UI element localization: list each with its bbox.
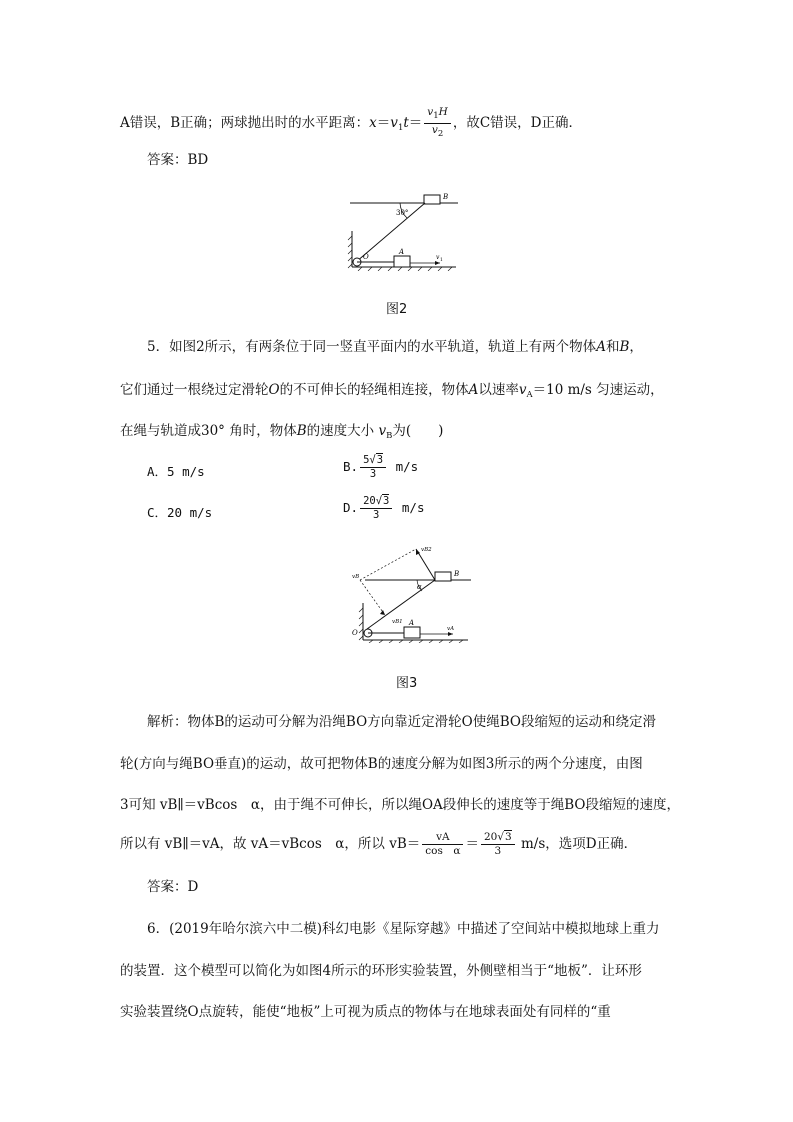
svg-text:vB: vB xyxy=(352,574,360,580)
svg-text:α: α xyxy=(417,583,422,591)
option-c: C．20 m/s xyxy=(147,505,213,520)
svg-text:vB2: vB2 xyxy=(421,547,432,553)
svg-text:O: O xyxy=(352,629,358,637)
answer-bd: 答案：BD xyxy=(147,152,209,168)
svg-text:30°: 30° xyxy=(396,209,409,217)
question-6-line-1: 6．(2019年哈尔滨六中二模)科幻电影《星际穿越》中描述了空间站中模拟地球上重力 xyxy=(147,921,660,937)
question-5-line-1: 5．如图2所示，有两条位于同一竖直平面内的水平轨道，轨道上有两个物体A和B， xyxy=(147,339,643,355)
figure-2-caption: 图2 xyxy=(386,302,408,317)
analysis-line-2: 轮(方向与绳BO垂直)的运动，故可把物体B的速度分解为如图3所示的两个分速度，由图 xyxy=(120,756,643,772)
svg-text:B: B xyxy=(443,193,449,201)
solution-line-1: A错误，B正确；两球抛出时的水平距离：$x=v_1t=$ $\frac{v_1H}{v_2}$ ，故C错误，D正确． xyxy=(120,106,582,139)
svg-text:1: 1 xyxy=(440,258,443,263)
analysis-line-4: 所以有 vB∥＝vA，故 vA＝vBcos α，所以 vB＝ $\frac{vA}{\text{cos α}}$ ＝ $\frac{20√3}{3}$ m/s，选项D正确． xyxy=(120,831,638,857)
figure-3-caption: 图3 xyxy=(396,676,418,691)
figure-3-diagram xyxy=(345,543,475,643)
svg-text:A: A xyxy=(399,248,405,256)
question-5-line-2: 它们通过一根绕过定滑轮O的不可伸长的轻绳相连接，物体A以速率$v_A=10$ m/s 匀速运动， xyxy=(120,382,664,400)
fraction-v1H-over-v2: $\frac{v_1H}{v_2}$ xyxy=(424,106,451,141)
svg-text:A: A xyxy=(409,619,415,627)
analysis-line-1: 解析：物体B的运动可分解为沿绳BO方向靠近定滑轮O使绳BO段缩短的运动和绕定滑 xyxy=(147,714,656,730)
svg-text:vB1: vB1 xyxy=(392,619,403,625)
question-6-line-2: 的装置．这个模型可以简化为如图4所示的环形实验装置，外侧壁相当于“地板”．让环形 xyxy=(120,963,642,979)
fraction-20-root3-over-3: $\frac{20√3}{3}$ xyxy=(481,831,515,858)
svg-text:B: B xyxy=(454,570,460,578)
question-5-line-3: 在绳与轨道成30° 角时，物体B的速度大小 $v_B$为( ) xyxy=(120,423,444,441)
option-b: B. $\frac{5√3}{3}$ m/s xyxy=(343,454,419,480)
option-d: D. $\frac{20√3}{3}$ m/s xyxy=(343,495,425,521)
svg-text:v: v xyxy=(436,254,440,261)
svg-text:O: O xyxy=(363,253,369,261)
analysis-line-3: 3可知 vB∥＝vBcos α，由于绳不可伸长，所以绳OA段伸长的速度等于绳BO段缩短的速度， xyxy=(120,797,680,813)
fraction-va-over-cos: $\frac{vA}{\text{cos α}}$ xyxy=(422,831,463,858)
svg-text:vA: vA xyxy=(447,626,455,632)
figure-2-diagram xyxy=(340,186,465,271)
option-a: A．5 m/s xyxy=(147,464,205,479)
answer-d: 答案：D xyxy=(147,879,199,895)
question-6-line-3: 实验装置绕O点旋转，能使“地板”上可视为质点的物体与在地球表面处有同样的“重 xyxy=(120,1004,611,1020)
